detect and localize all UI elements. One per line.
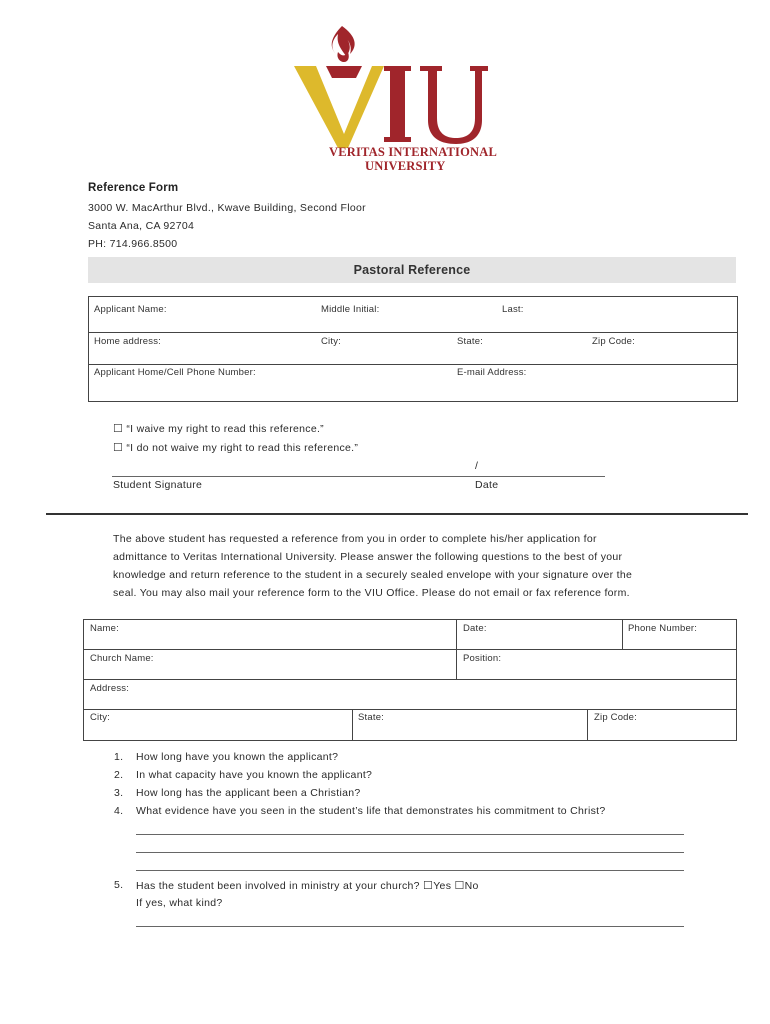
reference-zip-field[interactable]: Zip Code:: [594, 712, 637, 723]
applicant-phone-field[interactable]: Applicant Home/Cell Phone Number:: [94, 367, 256, 378]
instructions-line: knowledge and return reference to the student in a securely sealed envelope with your signature over the: [113, 569, 633, 581]
yes-option[interactable]: [423, 880, 454, 892]
applicant-email-field[interactable]: E-mail Address:: [457, 367, 527, 378]
reference-date-field[interactable]: Date:: [463, 623, 487, 634]
table-divider: [88, 364, 738, 365]
question-5: [136, 879, 479, 892]
question-text: How long have you known the applicant?: [136, 751, 339, 763]
form-title: Reference Form: [88, 182, 179, 194]
question-number: 5.: [114, 879, 124, 891]
yes-label: Yes: [433, 880, 452, 892]
reference-city-field[interactable]: City:: [90, 712, 110, 723]
office-phone: PH: 714.966.8500: [88, 238, 178, 250]
answer-line[interactable]: [136, 852, 684, 853]
date-slash: /: [475, 460, 479, 472]
last-name-field[interactable]: Last:: [502, 304, 524, 315]
table-divider: [456, 619, 457, 680]
position-field[interactable]: Position:: [463, 653, 502, 664]
applicant-name-field[interactable]: Applicant Name:: [94, 304, 167, 315]
applicant-city-field[interactable]: City:: [321, 336, 341, 347]
no-option[interactable]: [454, 880, 478, 892]
page-divider: [46, 513, 748, 515]
address-line1: 3000 W. MacArthur Blvd., Kwave Building, Second Floor: [88, 202, 366, 214]
waiver-option-2[interactable]: [113, 441, 358, 454]
question-text: Has the student been involved in ministry at your church?: [136, 880, 420, 892]
question-number: 3.: [114, 787, 124, 799]
section-header: [88, 257, 736, 283]
reference-name-field[interactable]: Name:: [90, 623, 119, 634]
logo-line1: VERITAS INTERNATIONAL: [329, 145, 498, 159]
date-label: Date: [475, 479, 499, 491]
torch-flame-icon: [332, 26, 355, 56]
reference-address-field[interactable]: Address:: [90, 683, 130, 694]
question-number: 4.: [114, 805, 124, 817]
table-divider: [83, 649, 737, 650]
question-text: In what capacity have you known the applicant?: [136, 769, 373, 781]
question-number: 1.: [114, 751, 124, 763]
checkbox-icon[interactable]: ☐: [454, 880, 465, 892]
question-followup: If yes, what kind?: [136, 897, 223, 909]
waiver-option-2-label: “I do not waive my right to read this reference.”: [126, 442, 359, 454]
table-divider: [352, 709, 353, 741]
address-line2: Santa Ana, CA 92704: [88, 220, 195, 232]
no-label: No: [464, 880, 479, 892]
checkbox-icon[interactable]: ☐: [113, 442, 124, 454]
middle-initial-field[interactable]: Middle Initial:: [321, 304, 380, 315]
section-title: Pastoral Reference: [353, 263, 471, 277]
table-divider: [587, 709, 588, 741]
question-text: What evidence have you seen in the student’s life that demonstrates his commitment to Christ?: [136, 805, 606, 817]
applicant-zip-field[interactable]: Zip Code:: [592, 336, 635, 347]
answer-line[interactable]: [136, 926, 684, 927]
answer-line[interactable]: [136, 870, 684, 871]
question-number: 2.: [114, 769, 124, 781]
table-divider: [622, 619, 623, 650]
answer-line[interactable]: [136, 834, 684, 835]
church-name-field[interactable]: Church Name:: [90, 653, 154, 664]
table-divider: [88, 332, 738, 333]
signature-label: Student Signature: [113, 479, 203, 491]
table-divider: [83, 679, 737, 680]
home-address-field[interactable]: Home address:: [94, 336, 162, 347]
reference-table: [83, 619, 737, 741]
reference-state-field[interactable]: State:: [358, 712, 385, 723]
signature-line[interactable]: [112, 476, 605, 477]
waiver-option-1-label: “I waive my right to read this reference.”: [126, 423, 324, 435]
checkbox-icon[interactable]: ☐: [423, 880, 434, 892]
waiver-option-1[interactable]: [113, 422, 324, 435]
checkbox-icon[interactable]: ☐: [113, 423, 124, 435]
applicant-state-field[interactable]: State:: [457, 336, 484, 347]
instructions-line: admittance to Veritas International University. Please answer the following questions to the best of your: [113, 551, 623, 563]
applicant-table: [88, 296, 738, 402]
table-divider: [83, 709, 737, 710]
instructions-line: The above student has requested a reference from you in order to complete his/her application for: [113, 533, 597, 545]
question-text: How long has the applicant been a Christian?: [136, 787, 361, 799]
reference-phone-field[interactable]: Phone Number:: [628, 623, 698, 634]
instructions-line: seal. You may also mail your reference form to the VIU Office. Please do not email or fax reference form.: [113, 587, 630, 599]
logo-line2: UNIVERSITY: [365, 159, 446, 173]
